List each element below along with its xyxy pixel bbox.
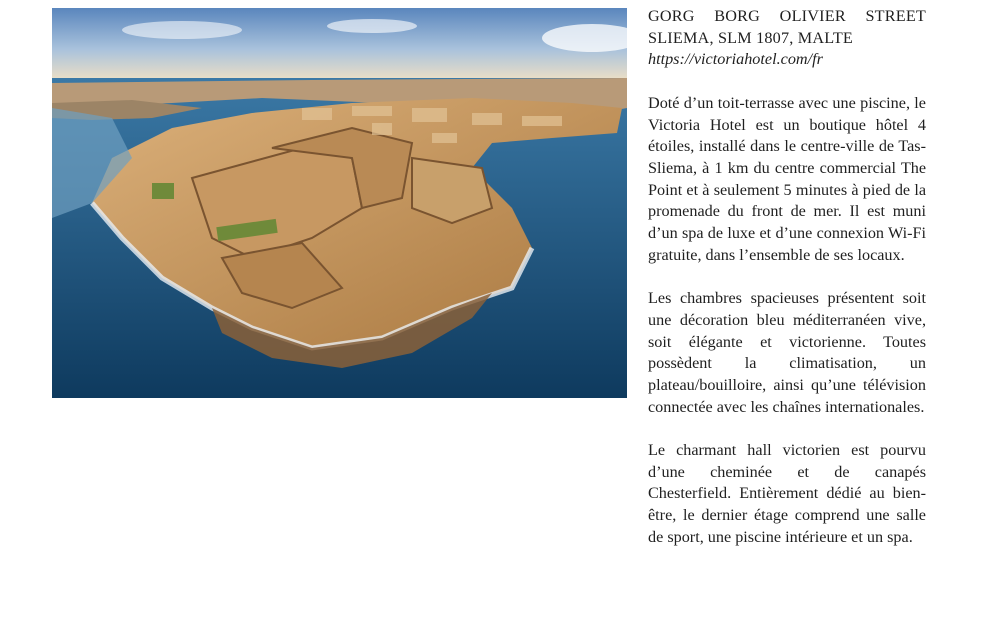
- hotel-address: GORG BORG OLIVIER STREET SLIEMA, SLM 1807, MALTE: [648, 7, 926, 47]
- hotel-description: [648, 6, 926, 549]
- paragraph-rooms: Les chambres spacieuses présentent soit une décoration bleu méditerranéen vive, soit élégante et victorienne. Toutes possèdent la climatisation, un plateau/bouilloire, ainsi qu’une télévision connectée avec les chaînes internationales.: [648, 289, 926, 416]
- paragraph-intro: Doté d’un toit-terrasse avec une piscine, le Victoria Hotel est un boutique hôtel 4 étoiles, installé dans le centre-ville de Tas-Sliema, à 1 km du centre commercial The Point et à seulement 5 minutes à pied de la promenade du front de mer. Il est muni d’un spa de luxe et d’une connexion Wi-Fi gratuite, dans l’ensemble de ses locaux.: [648, 93, 926, 264]
- hotel-url[interactable]: https://victoriahotel.com/fr: [648, 50, 823, 69]
- hotel-photo: [52, 8, 627, 398]
- paragraph-facilities: Le charmant hall victorien est pourvu d’une cheminée et de canapés Chesterfield. Entièrement dédié au bien-être, le dernier étage comprend une salle de sport, une piscine intérieure et un spa.: [648, 441, 926, 546]
- aerial-fort-illustration: [52, 8, 627, 398]
